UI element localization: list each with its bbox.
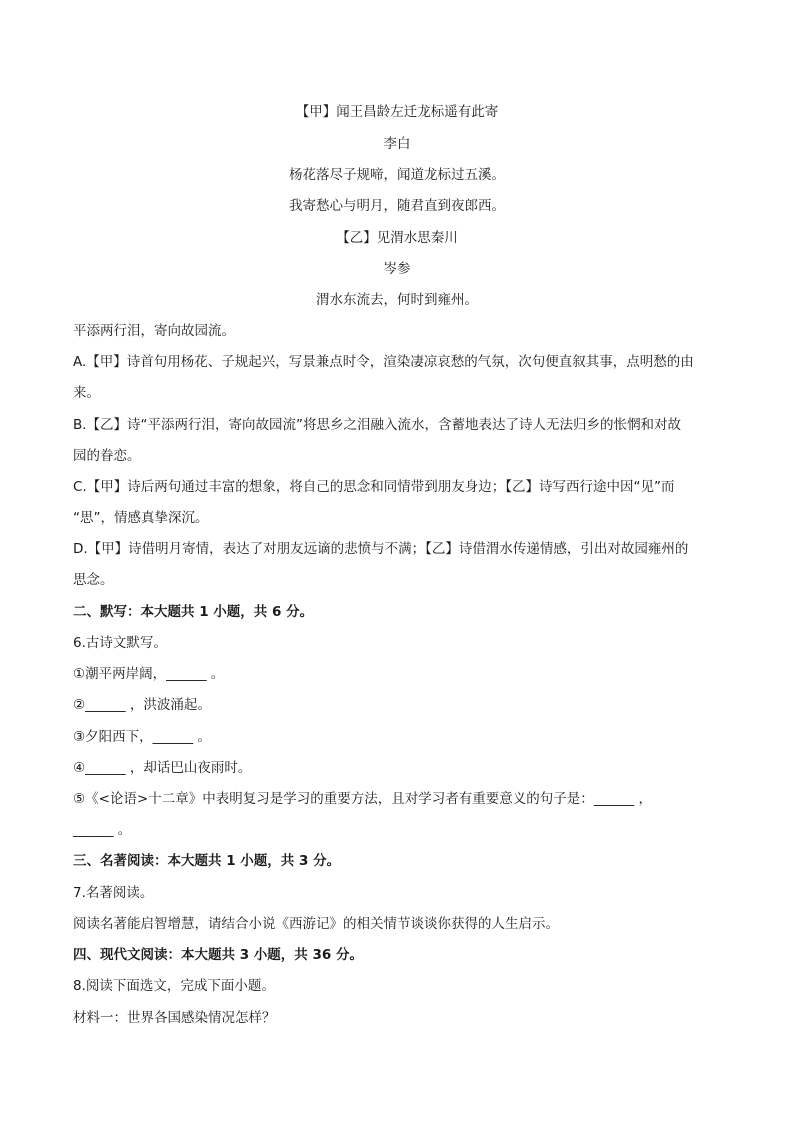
- question-6-item-5-continued: ______ 。: [73, 822, 132, 838]
- option-a-line-1: A.【甲】诗首句用杨花、子规起兴，写景兼点时令，渲染凄凉哀愁的气氛，次句便直叙其事，点明愁的由: [73, 354, 694, 370]
- poem-jia-title: 【甲】闻王昌龄左迁龙标遥有此寄: [295, 104, 499, 120]
- question-6-item-5: ⑤《<论语>十二章》中表明复习是学习的重要方法，且对学习者有重要意义的句子是：______ ，: [73, 791, 653, 807]
- poem-yi-title: 【乙】见渭水思秦川: [336, 230, 458, 246]
- question-7-title: 7.名著阅读。: [73, 885, 154, 901]
- poem-jia-author: 李白: [383, 136, 411, 152]
- poem-jia-line-1: 杨花落尽子规啼，闻道龙标过五溪。: [289, 167, 505, 183]
- poem-jia-line-2: 我寄愁心与明月，随君直到夜郎西。: [289, 198, 505, 214]
- section-4-heading: 四、现代文阅读：本大题共 3 小题，共 36 分。: [73, 947, 363, 963]
- option-c-line-1: C.【甲】诗后两句通过丰富的想象，将自己的思念和同情带到朋友身边；【乙】诗写西行途中因“见”而: [73, 479, 675, 495]
- option-c-line-2: “思”，情感真挚深沉。: [73, 510, 209, 526]
- question-6-item-1: ①潮平两岸阔，______ 。: [73, 666, 225, 682]
- option-b-line-1: B.【乙】诗“平添两行泪，寄向故园流”将思乡之泪融入流水，含蓄地表达了诗人无法归乡的怅惘和对故: [73, 417, 682, 433]
- question-6-item-3: ③夕阳西下，______ 。: [73, 729, 211, 745]
- option-a-line-2: 来。: [73, 385, 100, 401]
- option-d-line-1: D.【甲】诗借明月寄情，表达了对朋友远谪的悲愤与不满；【乙】诗借渭水传递情感，引出对故园雍州的: [73, 541, 689, 557]
- question-6-item-2: ②______ ，洪波涌起。: [73, 697, 211, 713]
- section-2-heading: 二、默写：本大题共 1 小题，共 6 分。: [73, 604, 314, 620]
- question-7-text: 阅读名著能启智增慧，请结合小说《西游记》的相关情节谈谈你获得的人生启示。: [73, 916, 559, 932]
- poem-yi-author: 岑参: [383, 261, 411, 277]
- poem-yi-line-2: 平添两行泪，寄向故园流。: [73, 323, 235, 339]
- option-d-line-2: 思念。: [73, 572, 114, 588]
- question-8-title: 8.阅读下面选文，完成下面小题。: [73, 978, 275, 994]
- poem-yi-line-1: 渭水东流去，何时到雍州。: [316, 292, 478, 308]
- question-6-item-4: ④______ ，却话巴山夜雨时。: [73, 760, 252, 776]
- material-1-heading: 材料一：世界各国感染情况怎样？: [73, 1010, 276, 1026]
- question-6-title: 6.古诗文默写。: [73, 635, 167, 651]
- section-3-heading: 三、名著阅读：本大题共 1 小题，共 3 分。: [73, 853, 341, 869]
- option-b-line-2: 园的眷恋。: [73, 448, 141, 464]
